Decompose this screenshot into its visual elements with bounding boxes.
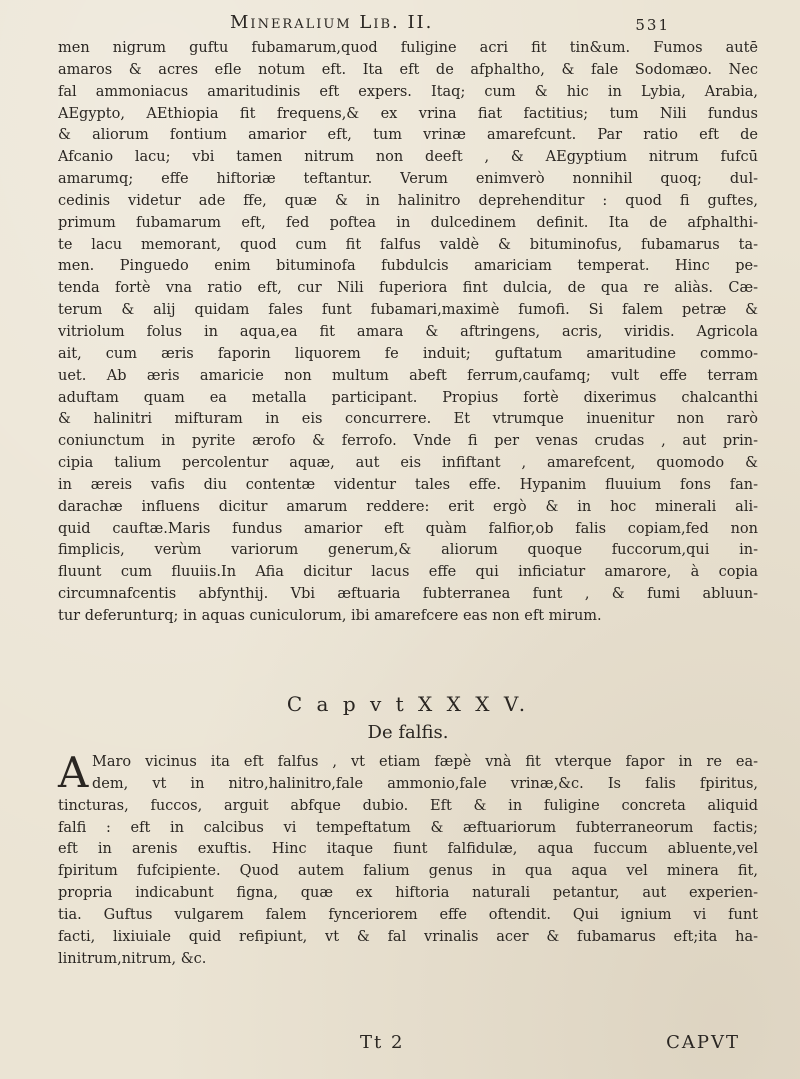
chapter-text-block [58,748,758,970]
text-line: Maro vicinus ita eft falfus , vt etiam fæpè vnà fit vterque fapor in re ea- [92,754,758,770]
text-line: vitriolum folus in aqua,ea fit amara & aftringens, acris, viridis. Agricola [58,323,758,340]
signature-mark: Tt 2 [360,1032,405,1053]
text-line: dem, vt in nitro,halinitro,fale ammonio,fale vrinæ,&c. Is falis fpiritus, [92,775,758,792]
text-line: amaros & acres efle notum eft. Ita eft de afphaltho, & fale Sodomæo. Nec [58,61,758,78]
text-line: aduftam quam ea metalla participant. Propius fortè dixerimus chalcanthi [58,389,758,406]
text-line: & halinitri mifturam in eis concurrere. Et vtrumque inuenitur non rarò [58,411,758,428]
text-line: terum & alij quidam fales funt fubamari,maximè fumofi. Si falem petræ & [58,302,758,319]
main-text-block [58,38,758,628]
text-line: fimplicis, verùm variorum generum,& aliorum quoque fuccorum,qui in- [58,542,758,559]
text-line: tia. Guftus vulgarem falem fynceriorem effe oftendit. Qui ignium vi funt [58,906,758,923]
text-line: tenda fortè vna ratio eft, cur Nili fuperiora fint dulcia, de qua re aliàs. Cæ- [58,280,758,297]
text-line: darachæ influens dicitur amarum reddere: erit ergò & in hoc minerali ali- [58,498,758,515]
running-title: Mineralium Lib. II. [230,12,434,33]
catchword: CAPVT [666,1032,740,1053]
chapter-heading-block [58,690,758,746]
text-line: quid cauftæ.Maris fundus amarior eft quàm falfior,ob falis copiam,fed non [58,520,758,537]
text-line: propria indicabunt figna, quæ ex hiftoria naturali petantur, aut experien- [58,885,758,902]
text-line: fpiritum fufcipiente. Quod autem falium genus in qua aqua vel minera fit, [58,863,758,880]
text-line: circumnafcentis abfynthij. Vbi æftuaria fubterranea funt , & fumi abluun- [58,586,758,603]
text-line: AEgypto, AEthiopia fit frequens,& ex vrina fiat factitius; tum Nili fundus [58,105,758,122]
text-line: primum fubamarum eft, fed poftea in dulcedinem definit. Ita de afphalthi- [58,214,758,231]
text-line: fluunt cum fluuiis.In Afia dicitur lacus effe qui inficiatur amarore, à copia [58,564,758,581]
text-line: coniunctum in pyrite ærofo & ferrofo. Vnde fi per venas crudas , aut prin- [58,433,758,450]
chapter-subtitle: De falfis. [367,722,449,743]
text-line: Afcanio lacu; vbi tamen nitrum non deeft , & AEgyptium nitrum fufcū [58,149,758,166]
text-line: & aliorum fontium amarior eft, tum vrinæ amarefcunt. Par ratio eft de [58,127,758,144]
text-line: facti, lixiuiale quid refipiunt, vt & fal vrinalis acer & fubamarus eft;ita ha- [58,928,758,945]
text-line: men. Pinguedo enim bituminofa fubdulcis amariciam temperat. Hinc pe- [58,258,758,275]
text-line: men nigrum guftu fubamarum,quod fuligine acri fit tin&um. Fumos autē [58,40,758,56]
text-line: cipia talium percolentur aquæ, aut eis infiftant , amarefcent, quomodo & [58,455,758,472]
text-line: eft in arenis exuftis. Hinc itaque fiunt falfidulæ, aqua fuccum abluente,vel [58,841,758,858]
text-line: te lacu memorant, quod cum fit falfus valdè & bituminofus, fubamarus ta- [58,236,758,253]
text-line: in æreis vafis diu contentæ videntur tales effe. Hypanim fluuium fons fan- [58,476,758,493]
running-header [230,8,670,38]
text-line: uet. Ab æris amaricie non multum abeft ferrum,caufamq; vult effe terram [58,367,758,384]
text-line: ait, cum æris faporin liquorem fe induit; guftatum amaritudine commo- [58,345,758,362]
text-line: amarumq; effe hiftoriæ teftantur. Verum enimverò nonnihil quoq; dul- [58,171,758,188]
text-line: falfi : eft in calcibus vi tempeftatum & æftuariorum fubterraneorum factis; [58,819,758,836]
page-footer [360,1032,740,1060]
drop-cap: A [58,748,89,797]
text-line: tincturas, fuccos, arguit abfque dubio. Eft & in fuligine concreta aliquid [58,797,758,814]
text-line: linitrum,nitrum, &c. [58,950,207,967]
text-line: cedinis videtur ade ffe, quæ & in halinitro deprehenditur : quod fi guftes, [58,192,758,209]
page-number: 531 [635,16,670,34]
chapter-heading: C a p v t X X X V. [286,692,530,716]
text-line: fal ammoniacus amaritudinis eft expers. Itaq; cum & hic in Lybia, Arabia, [58,83,758,100]
text-line: tur deferunturq; in aquas cuniculorum, ibi amarefcere eas non eft mirum. [58,607,602,624]
